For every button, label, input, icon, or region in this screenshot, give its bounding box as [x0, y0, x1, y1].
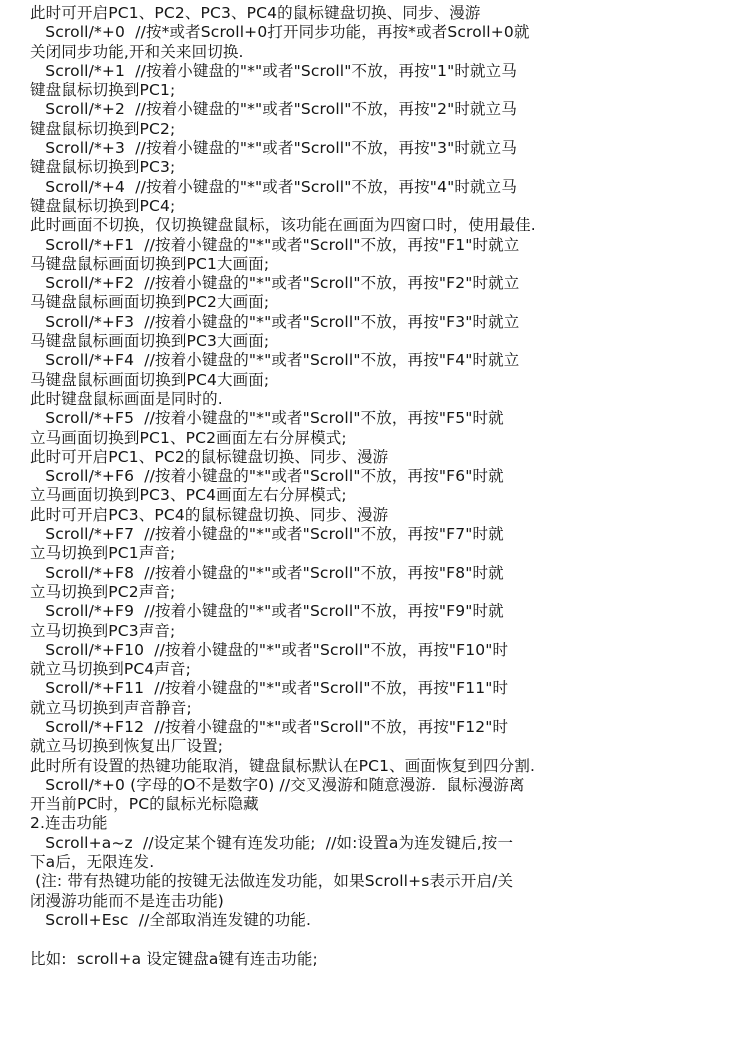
text-line: 下a后，无限连发.: [30, 853, 155, 872]
text-line: 马键盘鼠标画面切换到PC3大画面;: [30, 332, 270, 351]
text-line: 马键盘鼠标画面切换到PC4大画面;: [30, 370, 270, 389]
text-line: 键盘鼠标切换到PC3;: [30, 158, 176, 177]
instruction-document: [30, 4, 730, 969]
text-line: Scroll/*+F4 //按着小键盘的"*"或者"Scroll"不放，再按"F4"时就立: [30, 351, 520, 370]
text-line: (注: 带有热键功能的按键无法做连发功能，如果Scroll+s表示开启/关: [30, 872, 514, 891]
text-line: Scroll/*+0 (字母的O不是数字0) //交叉漫游和随意漫游. 鼠标漫游离: [30, 775, 525, 794]
example-line: 比如: scroll+a 设定键盘a键有连击功能;: [30, 949, 318, 968]
text-line: 立马画面切换到PC3、PC4画面左右分屏模式;: [30, 486, 347, 505]
text-line: 立马画面切换到PC1、PC2画面左右分屏模式;: [30, 428, 347, 447]
text-line: Scroll/*+3 //按着小键盘的"*"或者"Scroll"不放，再按"3"时就立马: [30, 139, 517, 158]
text-line: Scroll/*+F1 //按着小键盘的"*"或者"Scroll"不放，再按"F1"时就立: [30, 235, 520, 254]
text-line: Scroll/*+F10 //按着小键盘的"*"或者"Scroll"不放，再按"F10"时: [30, 640, 509, 659]
text-line: Scroll/*+1 //按着小键盘的"*"或者"Scroll"不放，再按"1"时就立马: [30, 61, 517, 80]
text-line: 立马切换到PC3声音;: [30, 621, 176, 640]
text-line: 此时可开启PC1、PC2的鼠标键盘切换、同步、漫游: [30, 447, 389, 466]
text-line: 此时键盘鼠标画面是同时的.: [30, 389, 223, 408]
text-line: 此时画面不切换，仅切换键盘鼠标，该功能在画面为四窗口时，使用最佳.: [30, 216, 536, 235]
section-heading: 2.连击功能: [30, 814, 108, 833]
text-line: Scroll/*+4 //按着小键盘的"*"或者"Scroll"不放，再按"4"时就立马: [30, 177, 517, 196]
text-line: 此时所有设置的热键功能取消，键盘鼠标默认在PC1、画面恢复到四分割.: [30, 756, 536, 775]
text-line: Scroll/*+2 //按着小键盘的"*"或者"Scroll"不放，再按"2"时就立马: [30, 100, 517, 119]
text-line: 键盘鼠标切换到PC1;: [30, 81, 176, 100]
text-line: Scroll+a~z //设定某个键有连发功能; //如:设置a为连发键后,按一: [30, 833, 514, 852]
text-line: Scroll/*+F9 //按着小键盘的"*"或者"Scroll"不放，再按"F9"时就: [30, 602, 504, 621]
text-line: 就立马切换到声音静音;: [30, 698, 192, 717]
text-line: Scroll/*+0 //按*或者Scroll+0打开同步功能，再按*或者Scroll+0就: [30, 23, 530, 42]
text-line: 此时可开启PC3、PC4的鼠标键盘切换、同步、漫游: [30, 505, 389, 524]
blank-line: [30, 930, 730, 949]
text-line: 立马切换到PC2声音;: [30, 582, 176, 601]
text-line: Scroll/*+F12 //按着小键盘的"*"或者"Scroll"不放，再按"F12"时: [30, 717, 509, 736]
text-line: Scroll/*+F3 //按着小键盘的"*"或者"Scroll"不放，再按"F3"时就立: [30, 312, 520, 331]
text-line: Scroll/*+F8 //按着小键盘的"*"或者"Scroll"不放，再按"F8"时就: [30, 563, 504, 582]
text-line: Scroll/*+F7 //按着小键盘的"*"或者"Scroll"不放，再按"F7"时就: [30, 525, 504, 544]
text-line: 马键盘鼠标画面切换到PC1大画面;: [30, 254, 270, 273]
text-line: 马键盘鼠标画面切换到PC2大画面;: [30, 293, 270, 312]
text-line: 开当前PC时，PC的鼠标光标隐藏: [30, 795, 259, 814]
text-line: 闭漫游功能而不是连击功能): [30, 891, 224, 910]
text-line: 就立马切换到PC4声音;: [30, 660, 192, 679]
text-line: Scroll+Esc //全部取消连发键的功能.: [30, 910, 312, 929]
text-line: 键盘鼠标切换到PC2;: [30, 119, 176, 138]
text-line: 键盘鼠标切换到PC4;: [30, 196, 176, 215]
text-line: 就立马切换到恢复出厂设置;: [30, 737, 224, 756]
text-line: 立马切换到PC1声音;: [30, 544, 176, 563]
text-line: 此时可开启PC1、PC2、PC3、PC4的鼠标键盘切换、同步、漫游: [30, 4, 481, 22]
text-line: Scroll/*+F11 //按着小键盘的"*"或者"Scroll"不放，再按"F11"时: [30, 679, 509, 698]
text-line: Scroll/*+F2 //按着小键盘的"*"或者"Scroll"不放，再按"F2"时就立: [30, 274, 520, 293]
text-line: Scroll/*+F5 //按着小键盘的"*"或者"Scroll"不放，再按"F5"时就: [30, 409, 504, 428]
text-line: Scroll/*+F6 //按着小键盘的"*"或者"Scroll"不放，再按"F6"时就: [30, 467, 504, 486]
text-line: 关闭同步功能,开和关来回切换.: [30, 42, 244, 61]
